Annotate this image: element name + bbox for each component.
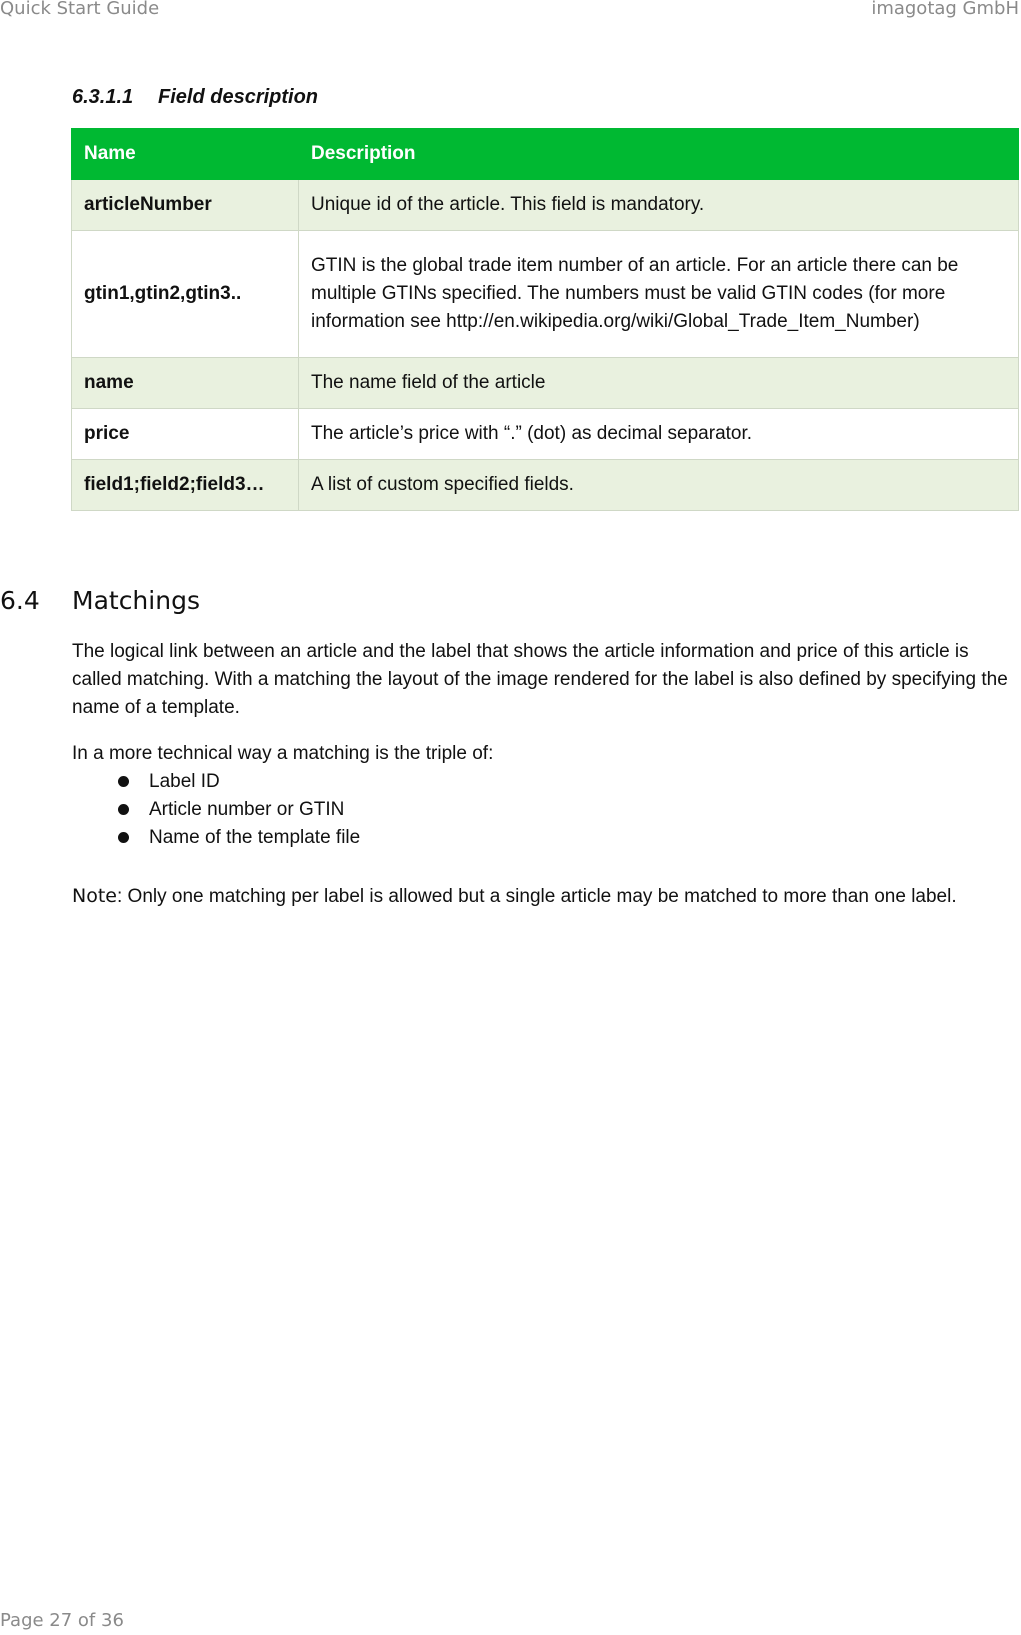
paragraph-matching-definition: The logical link between an article and the label that shows the article information and price of this article is called matching. With a matching the layout of the image rendered for the label is also defined by specifying the name of a template.: [72, 641, 1008, 718]
section-title: Matchings: [72, 586, 200, 615]
field-description-table: [71, 128, 1019, 511]
bullet-dot-icon: [118, 804, 129, 815]
list-item: [118, 768, 360, 796]
table-cell-name: field1;field2;field3…: [72, 460, 299, 511]
list-item: [118, 796, 360, 824]
list-item-text: Name of the template file: [149, 827, 361, 848]
table-cell-description: The article’s price with “.” (dot) as decimal separator.: [299, 409, 1019, 460]
note-text: : Only one matching per label is allowed but a single article may be matched to more than one label.: [116, 886, 957, 907]
table-cell-description: GTIN is the global trade item number of an article. For an article there can be multiple GTINs specified. The numbers must be valid GTIN codes (for more information see http://en.wikipedia.org/wiki/Global_Trade_Item_Number): [299, 231, 1019, 358]
paragraph-technical-intro: In a more technical way a matching is the triple of:: [72, 743, 494, 764]
page-number: Page 27 of 36: [0, 1610, 124, 1631]
subsection-title: Field description: [158, 86, 319, 108]
header-document-title: Quick Start Guide: [0, 0, 160, 19]
table-cell-name: price: [72, 409, 299, 460]
subsection-number: 6.3.1.1: [72, 86, 134, 108]
table-header-row: [72, 129, 1019, 180]
bullet-dot-icon: [118, 776, 129, 787]
table-cell-name: articleNumber: [72, 180, 299, 231]
bullet-dot-icon: [118, 832, 129, 843]
note-paragraph: [72, 882, 1012, 911]
table-cell-description: The name field of the article: [299, 358, 1019, 409]
table-row: [72, 409, 1019, 460]
table-row: [72, 231, 1019, 358]
table-cell-name: name: [72, 358, 299, 409]
list-item-text: Article number or GTIN: [149, 799, 345, 820]
subsection-heading: [72, 86, 318, 109]
header-company-name: imagotag GmbH: [871, 0, 1019, 19]
table-header-name: Name: [72, 129, 299, 180]
bullet-list: [118, 768, 360, 852]
table-cell-description: A list of custom specified fields.: [299, 460, 1019, 511]
table-header-description: Description: [299, 129, 1019, 180]
table-row: [72, 460, 1019, 511]
list-item-text: Label ID: [149, 771, 220, 792]
table-cell-description: Unique id of the article. This field is mandatory.: [299, 180, 1019, 231]
section-number: 6.4: [0, 586, 40, 615]
note-label: Note: [72, 885, 117, 907]
table-row: [72, 180, 1019, 231]
table-row: [72, 358, 1019, 409]
section-heading: [0, 586, 200, 615]
list-item: [118, 824, 360, 852]
table-cell-name: gtin1,gtin2,gtin3..: [72, 231, 299, 358]
